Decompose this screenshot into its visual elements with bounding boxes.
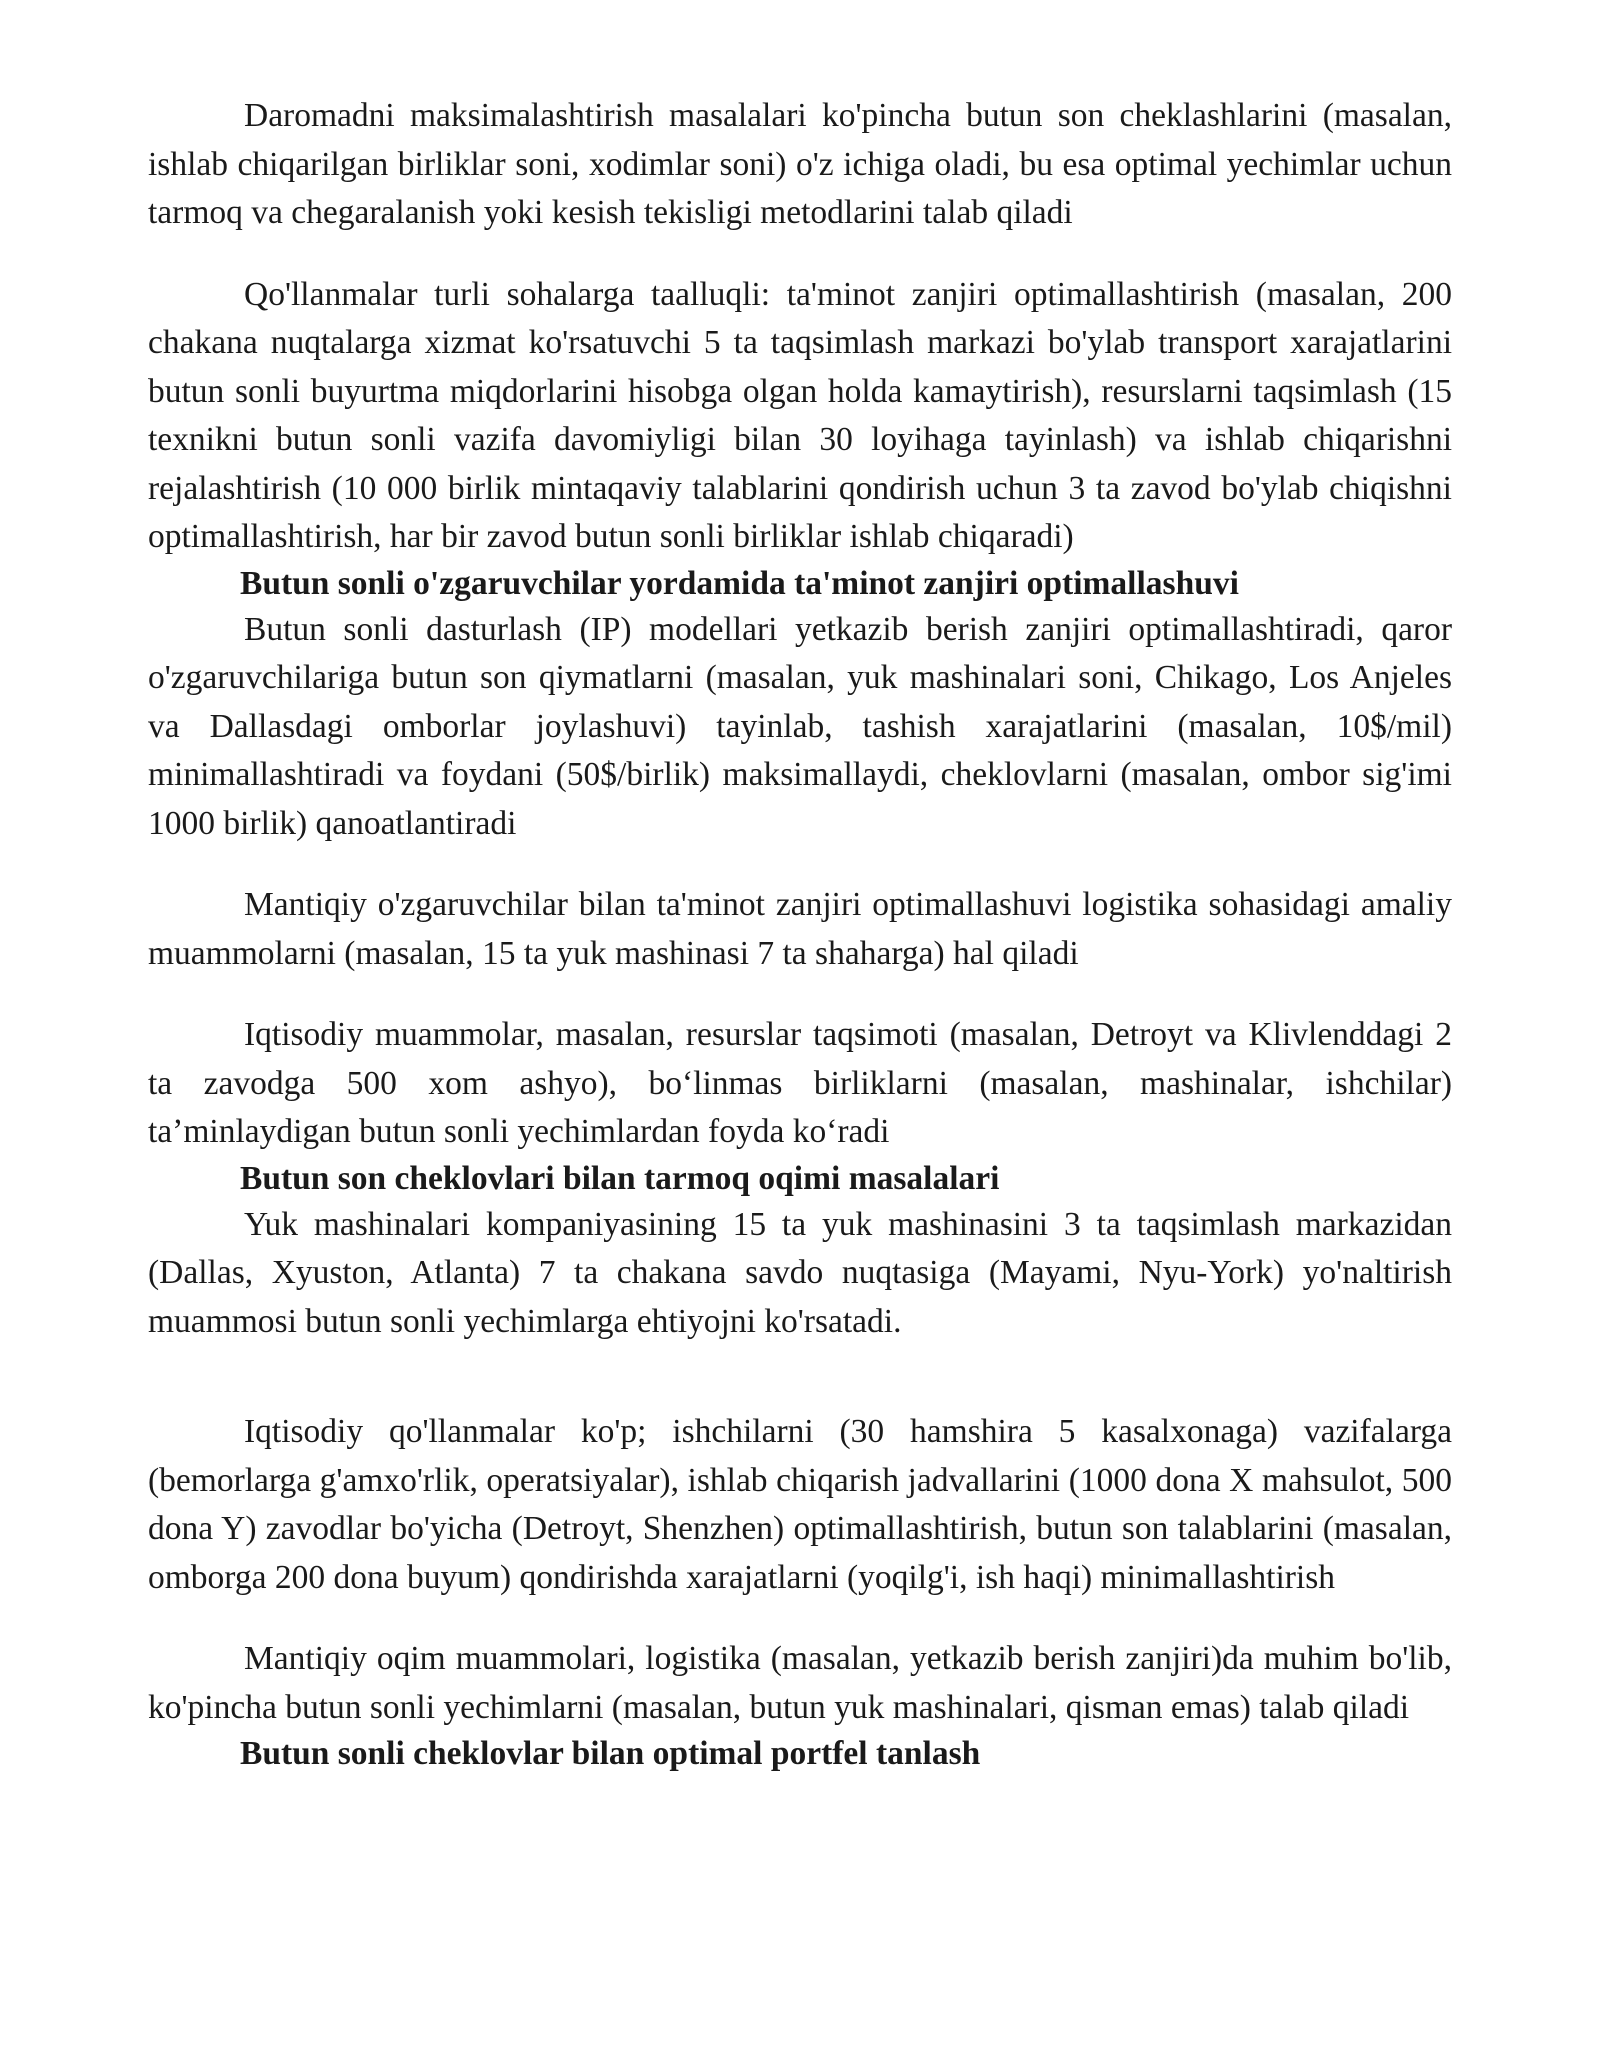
document-page xyxy=(148,92,1452,1776)
paragraph-logical-flow: Mantiqiy oqim muammolari, logistika (masalan, yetkazib berish zanjiri)da muhim bo'lib, ko'pincha butun sonli yechimlarni (masalan, butun yuk mashinalari, qisman emas) talab qiladi xyxy=(148,1640,1452,1726)
paragraph-economic-problems: Iqtisodiy muammolar, masalan, resurslar taqsimoti (masalan, Detroyt va Klivlenddagi 2 ta zavodga 500 xom ashyo), boʻlinmas birliklarni (masalan, mashinalar, ishchilar) taʼminlaydigan butun sonli yechimlardan foyda koʻradi xyxy=(148,1016,1452,1150)
paragraph-economic-applications: Iqtisodiy qo'llanmalar ko'p; ishchilarni (30 hamshira 5 kasalxonaga) vazifalarga (bemorlarga g'amxo'rlik, operatsiyalar), ishlab chiqarish jadvallarini (1000 dona X mahsulot, 500 dona Y) zavodlar bo'yicha (Detroyt, Shenzhen) optimallashtirish, butun son talablarini (masalan, omborga 200 dona buyum) qondirishda xarajatlarni (yoqilg'i, ish haqi) minimallashtirish xyxy=(148,1413,1452,1596)
heading-portfolio-selection: Butun sonli cheklovlar bilan optimal portfel tanlash xyxy=(240,1735,981,1772)
paragraph-revenue-maximization: Daromadni maksimalashtirish masalalari ko'pincha butun son cheklashlarini (masalan, ishlab chiqarilgan birliklar soni, xodimlar soni) o'z ichiga oladi, bu esa optimal yechimlar uchun tarmoq va chegaralanish yoki kesish tekisligi metodlarini talab qiladi xyxy=(148,97,1452,231)
paragraph-ip-models: Butun sonli dasturlash (IP) modellari yetkazib berish zanjiri optimallashtiradi, qaror o'zgaruvchilariga butun son qiymatlarni (masalan, yuk mashinalari soni, Chikago, Los Anjeles va Dallasdagi omborlar joylashuvi) tayinlab, tashish xarajatlarini (masalan, 10$/mil) minimallashtiradi va foydani (50$/birlik) maksimallaydi, cheklovlarni (masalan, ombor sig'imi 1000 birlik) qanoatlantiradi xyxy=(148,610,1452,842)
paragraph-logical-variables: Mantiqiy o'zgaruvchilar bilan ta'minot zanjiri optimallashuvi logistika sohasidagi amaliy muammolarni (masalan, 15 ta yuk mashinasi 7 ta shaharga) hal qiladi xyxy=(148,886,1452,972)
heading-supply-chain: Butun sonli o'zgaruvchilar yordamida ta'minot zanjiri optimallashuvi xyxy=(240,564,1239,602)
heading-network-flow: Butun son cheklovlari bilan tarmoq oqimi masalalari xyxy=(240,1159,1000,1197)
paragraph-truck-routing: Yuk mashinalari kompaniyasining 15 ta yuk mashinasini 3 ta taqsimlash markazidan (Dallas, Xyuston, Atlanta) 7 ta chakana savdo nuqtasiga (Mayami, Nyu-York) yo'naltirish muammosi butun sonli yechimlarga ehtiyojni ko'rsatadi. xyxy=(148,1205,1452,1340)
paragraph-applications: Qo'llanmalar turli sohalarga taalluqli: ta'minot zanjiri optimallashtirish (masalan, 200 chakana nuqtalarga xizmat ko'rsatuvchi 5 ta taqsimlash markazi bo'ylab transport xarajatlarini butun sonli buyurtma miqdorlarini hisobga olgan holda kamaytirish), resurslarni taqsimlash (15 texnikni butun sonli vazifa davomiyligi bilan 30 loyihaga tayinlash) va ishlab chiqarishni rejalashtirish (10 000 birlik mintaqaviy talablarini qondirish uchun 3 ta zavod bo'ylab chiqishni optimallashtirish, har bir zavod butun sonli birliklar ishlab chiqaradi) xyxy=(148,275,1452,555)
